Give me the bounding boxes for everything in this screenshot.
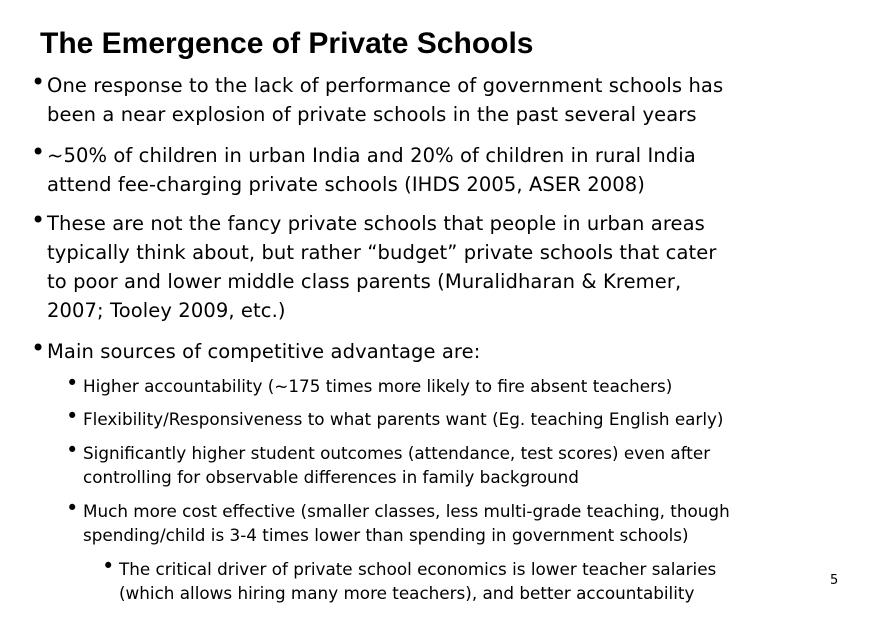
bullet-dot-icon: •: [66, 371, 79, 395]
bullet-line: Significantly higher student outcomes (attendance, test scores) even after: [83, 443, 711, 463]
sub-bullet-cost-effective: [66, 496, 873, 547]
bullet-line: controlling for observable differences in family background: [83, 467, 579, 487]
sub-bullet-flexibility: [66, 404, 873, 431]
bullet-line: One response to the lack of performance of government schools has: [47, 74, 724, 97]
bullet-line: spending/child is 3-4 times lower than spending in government schools): [83, 525, 689, 545]
bullet-line: Higher accountability (~175 times more likely to fire absent teachers): [83, 376, 673, 396]
bullet-dot-icon: •: [31, 138, 46, 166]
slide-title: The Emergence of Private Schools: [40, 27, 534, 60]
bullet-dot-icon: •: [31, 206, 46, 234]
bullet-line: typically think about, but rather “budget” private schools that cater: [47, 241, 717, 264]
bullet-line: attend fee-charging private schools (IHDS 2005, ASER 2008): [47, 173, 645, 196]
bullet-line: The critical driver of private school economics is lower teacher salaries: [119, 559, 717, 579]
bullet-dot-icon: •: [31, 334, 46, 362]
bullet-line: Much more cost effective (smaller classes, less multi-grade teaching, though: [83, 501, 730, 521]
bullet-dot-icon: •: [66, 496, 79, 520]
sub-bullet-student-outcomes: [66, 438, 873, 489]
bullet-line: ~50% of children in urban India and 20% of children in rural India: [47, 144, 696, 167]
sub-sub-bullet-teacher-salaries: [102, 554, 859, 605]
bullet-dot-icon: •: [66, 404, 79, 428]
bullet-competitive-advantage: [31, 334, 877, 366]
bullet-line: These are not the fancy private schools that people in urban areas: [47, 212, 705, 235]
bullet-budget-schools: [31, 206, 877, 325]
bullet-line: 2007; Tooley 2009, etc.): [47, 299, 286, 322]
bullet-line: been a near explosion of private schools in the past several years: [47, 103, 697, 126]
bullet-dot-icon: •: [66, 438, 79, 462]
sub-bullet-accountability: [66, 371, 873, 398]
bullet-enrollment-share: [31, 138, 877, 199]
bullet-line: (which allows hiring many more teachers), and better accountability: [119, 583, 695, 603]
bullet-private-school-response: [31, 68, 877, 129]
bullet-line: to poor and lower middle class parents (Muralidharan & Kremer,: [47, 270, 682, 293]
bullet-dot-icon: •: [102, 554, 115, 578]
page-number: 5: [830, 573, 839, 588]
bullet-line: Main sources of competitive advantage are:: [47, 340, 481, 363]
bullet-line: Flexibility/Responsiveness to what parents want (Eg. teaching English early): [83, 409, 724, 429]
bullet-dot-icon: •: [31, 68, 46, 96]
